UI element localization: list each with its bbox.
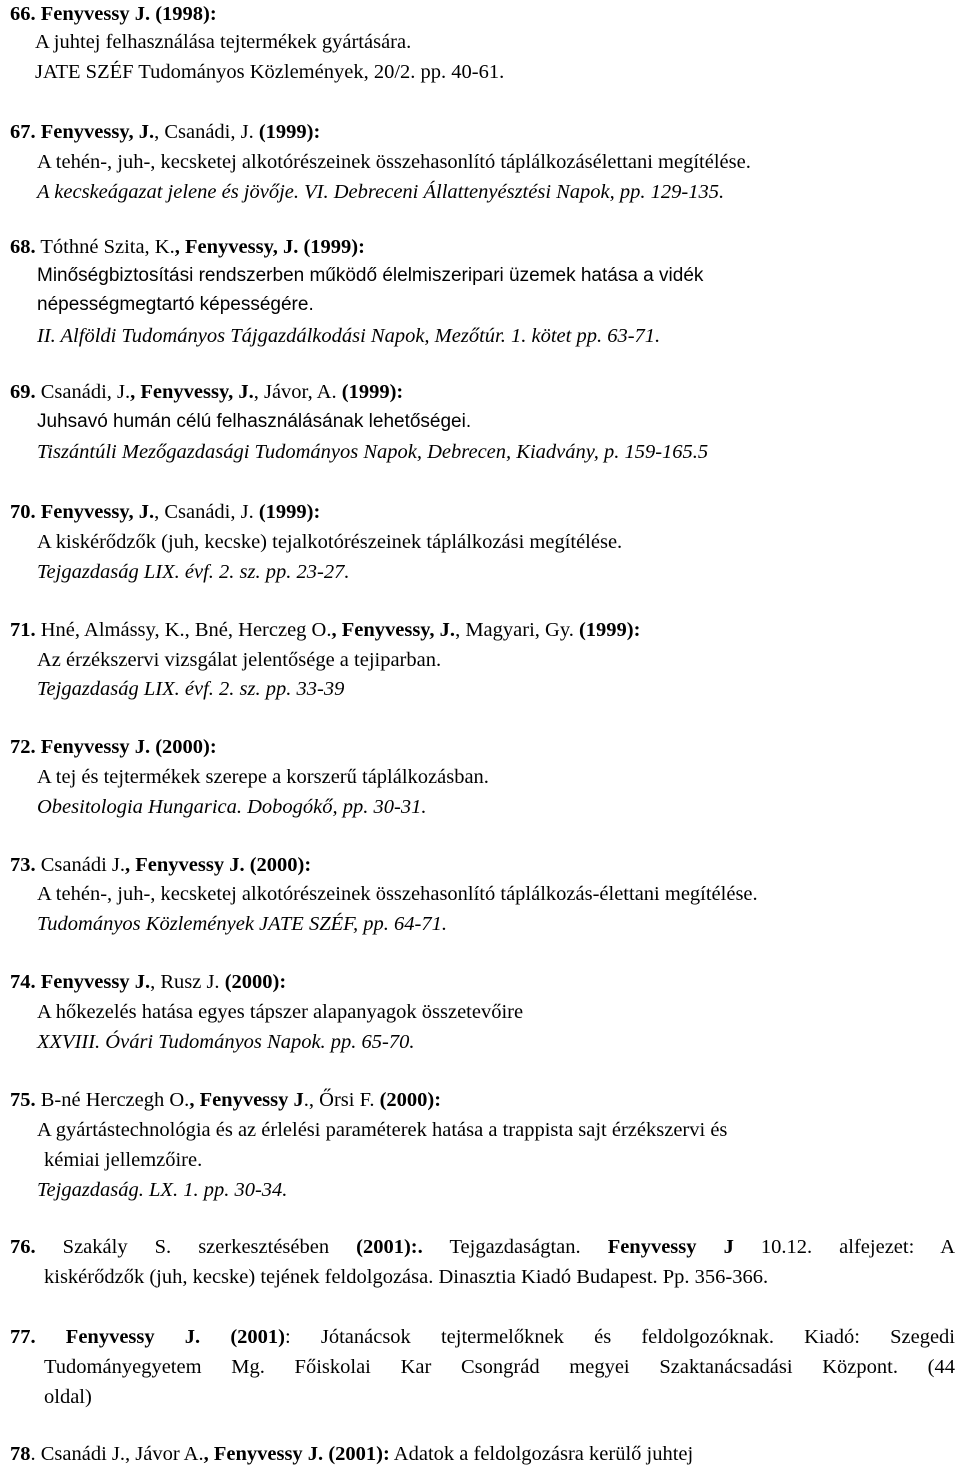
entry-text-line (37, 1118, 727, 1142)
text-segment: Juhsavó humán célú felhasználásának lehetőségei. (37, 411, 472, 432)
citation-source: Tiszántúli Mezőgazdasági Tudományos Napok, Debrecen, Kiadvány, p. 159-165.5 (37, 441, 709, 463)
entry-heading-line (10, 235, 365, 259)
entry-text-line (44, 1265, 768, 1289)
entry-text-line (37, 530, 622, 554)
entry-text-line (35, 30, 411, 54)
text-segment: A tehén-, juh-, kecsketej alkotórészeinek összehasonlító táplálkozásélettani megítélése. (37, 151, 751, 173)
bold-text: (1999): (336, 381, 404, 403)
entry-text-line (37, 560, 349, 584)
entry-text-line (35, 60, 504, 84)
text-segment: A gyártástechnológia és az érlelési paraméterek hatása a trappista sajt érzékszervi és (37, 1119, 728, 1141)
bold-text: 78 (10, 1443, 31, 1465)
bold-text: 72. Fenyvessy J. (10, 736, 151, 758)
text-segment: Tejgazdaságtan. (422, 1236, 608, 1258)
entry-text-line (37, 410, 471, 434)
text-segment: , Magyari, Gy. (455, 619, 574, 641)
text-segment: Adatok a feldolgozásra kerülő juhtej (389, 1443, 694, 1465)
entry-heading-line (10, 853, 311, 877)
entry-text-line (37, 648, 441, 672)
text-segment: ., Őrsi F. (303, 1089, 380, 1111)
bold-text: 68. (10, 236, 36, 258)
entry-heading-line (10, 1442, 693, 1466)
entry-text-line (37, 882, 758, 906)
entry-text-line (37, 293, 314, 317)
text-segment: B-né Herczegh O. (35, 1089, 190, 1111)
text-segment: 10.12. alfejezet: A (733, 1236, 956, 1258)
bold-text: 74. Fenyvessy J. (10, 971, 151, 993)
citation-source: Obesitologia Hungarica. Dobogókő, pp. 30-31. (37, 796, 427, 818)
entry-text-line (37, 912, 447, 936)
bold-text: , Fenyvessy J (189, 1089, 304, 1111)
bold-text: 70. (10, 501, 36, 523)
text-segment: : Jótanácsok tejtermelőknek és feldolgozóknak. Kiadó: Szegedi (285, 1326, 956, 1348)
entry-text-line (37, 440, 708, 464)
bold-text: , Fenyvessy J. (203, 1443, 324, 1465)
bold-text: Fenyvessy J (607, 1236, 734, 1258)
entry-text-line (44, 1385, 92, 1409)
bold-text: (2000): (379, 1089, 442, 1111)
bold-text: 75. (10, 1089, 36, 1111)
citation-source: XXVIII. Óvári Tudományos Napok. pp. 65-70. (37, 1031, 415, 1053)
bold-text: (2000): (219, 971, 287, 993)
entry-text-line (37, 324, 660, 348)
bold-text: (1999): (253, 501, 321, 523)
entry-text-line (37, 795, 426, 819)
entry-heading-line (10, 120, 320, 144)
bold-text: (2001): (328, 1443, 390, 1465)
text-segment: Csanádi, J. (35, 381, 131, 403)
entry-text-line (37, 180, 724, 204)
bold-text: (2001) (230, 1326, 285, 1348)
text-segment: JATE SZÉF Tudományos Közlemények, 20/2. pp. 40-61. (35, 61, 505, 83)
bold-text: Fenyvessy J. (65, 1326, 201, 1348)
entry-heading-line (10, 1235, 955, 1259)
text-segment: , Rusz J. (150, 971, 220, 993)
entry-text-line (37, 1178, 287, 1202)
text-segment: Szakály S. szerkesztésében (35, 1236, 357, 1258)
bold-text: 69. (10, 381, 36, 403)
citation-source: Tejgazdaság LIX. évf. 2. sz. pp. 23-27. (37, 561, 350, 583)
text-segment: , Csanádi, J. (154, 501, 254, 523)
entry-text-line (37, 1030, 415, 1054)
bold-text: (2001):. (356, 1236, 423, 1258)
bold-text: 73. (10, 854, 36, 876)
bold-text: , Fenyvessy, J. (174, 236, 299, 258)
bold-text: (2000): (244, 854, 312, 876)
entry-text-line (44, 1355, 955, 1379)
text-segment: Az érzékszervi vizsgálat jelentősége a tejiparban. (37, 649, 442, 671)
entry-heading-line (10, 380, 403, 404)
citation-source: Tejgazdaság. LX. 1. pp. 30-34. (37, 1179, 288, 1201)
text-segment: A tehén-, juh-, kecsketej alkotórészeinek összehasonlító táplálkozás-élettani megítélése. (37, 883, 758, 905)
citation-source: A kecskeágazat jelene és jövője. VI. Debreceni Állattenyésztési Napok, pp. 129-135. (37, 181, 725, 203)
bold-text: , Fenyvessy, J. (331, 619, 456, 641)
entry-heading-line (10, 735, 217, 759)
entry-text-line (37, 1000, 523, 1024)
text-segment: kiskérődzők (juh, kecske) tejének feldolgozása. Dinasztia Kiadó Budapest. Pp. 356-366. (44, 1266, 769, 1288)
text-segment: Tudományegyetem Mg. Főiskolai Kar Csongrád megyei Szaktanácsadási Központ. (44 (44, 1356, 955, 1378)
text-segment (36, 1326, 66, 1348)
citation-source: Tudományos Közlemények JATE SZÉF, pp. 64-71. (37, 913, 447, 935)
text-segment: , Jávor, A. (253, 381, 337, 403)
bold-text: (2000): (150, 736, 217, 758)
bold-text: 71. (10, 619, 36, 641)
entry-heading-line (10, 618, 640, 642)
bold-text: (1999): (258, 121, 321, 143)
text-segment: Hné, Almássy, K., Bné, Herczeg O. (35, 619, 332, 641)
bold-text: 66. Fenyvessy J. (1998): (10, 3, 217, 25)
citation-source: Tejgazdaság LIX. évf. 2. sz. pp. 33-39 (37, 678, 345, 700)
text-segment: Tóthné Szita, K. (35, 236, 175, 258)
entry-text-line (37, 765, 489, 789)
text-segment: kémiai jellemzőire. (44, 1149, 203, 1171)
entry-heading-line (10, 1088, 441, 1112)
bold-text: 76. (10, 1236, 36, 1258)
text-segment: oldal) (44, 1386, 92, 1408)
text-segment (200, 1326, 230, 1348)
text-segment: A hőkezelés hatása egyes tápszer alapanyagok összetevőire (37, 1001, 524, 1023)
text-segment: A tej és tejtermékek szerepe a korszerű táplálkozásban. (37, 766, 489, 788)
bold-text: (1999): (298, 236, 365, 258)
text-segment: Csanádi J. (35, 854, 126, 876)
entry-heading-line (10, 2, 217, 26)
text-segment: Minőségbiztosítási rendszerben működő élelmiszeripari üzemek hatása a vidék (37, 265, 704, 286)
text-segment: . Csanádi J., Jávor A. (30, 1443, 204, 1465)
entry-heading-line (10, 970, 286, 994)
bold-text: 77. (10, 1326, 36, 1348)
entry-text-line (44, 1148, 202, 1172)
entry-heading-line (10, 500, 320, 524)
bold-text: , Fenyvessy, J. (130, 381, 254, 403)
text-segment: népességmegtartó képességére. (37, 294, 314, 315)
bold-text: , Fenyvessy J. (125, 854, 245, 876)
citation-source: II. Alföldi Tudományos Tájgazdálkodási Napok, Mezőtúr. 1. kötet pp. 63-71. (37, 325, 661, 347)
bold-text: 67. Fenyvessy, J. (10, 121, 155, 143)
text-segment: A kiskérődzők (juh, kecske) tejalkotórészeinek táplálkozási megítélése. (37, 531, 623, 553)
bold-text: (1999): (573, 619, 641, 641)
entry-text-line (37, 150, 751, 174)
bold-text: Fenyvessy, J. (40, 501, 155, 523)
entry-text-line (37, 264, 703, 288)
text-segment: A juhtej felhasználása tejtermékek gyártására. (35, 31, 412, 53)
text-segment: , Csanádi, J. (154, 121, 259, 143)
entry-text-line (37, 677, 344, 701)
entry-heading-line (10, 1325, 955, 1349)
